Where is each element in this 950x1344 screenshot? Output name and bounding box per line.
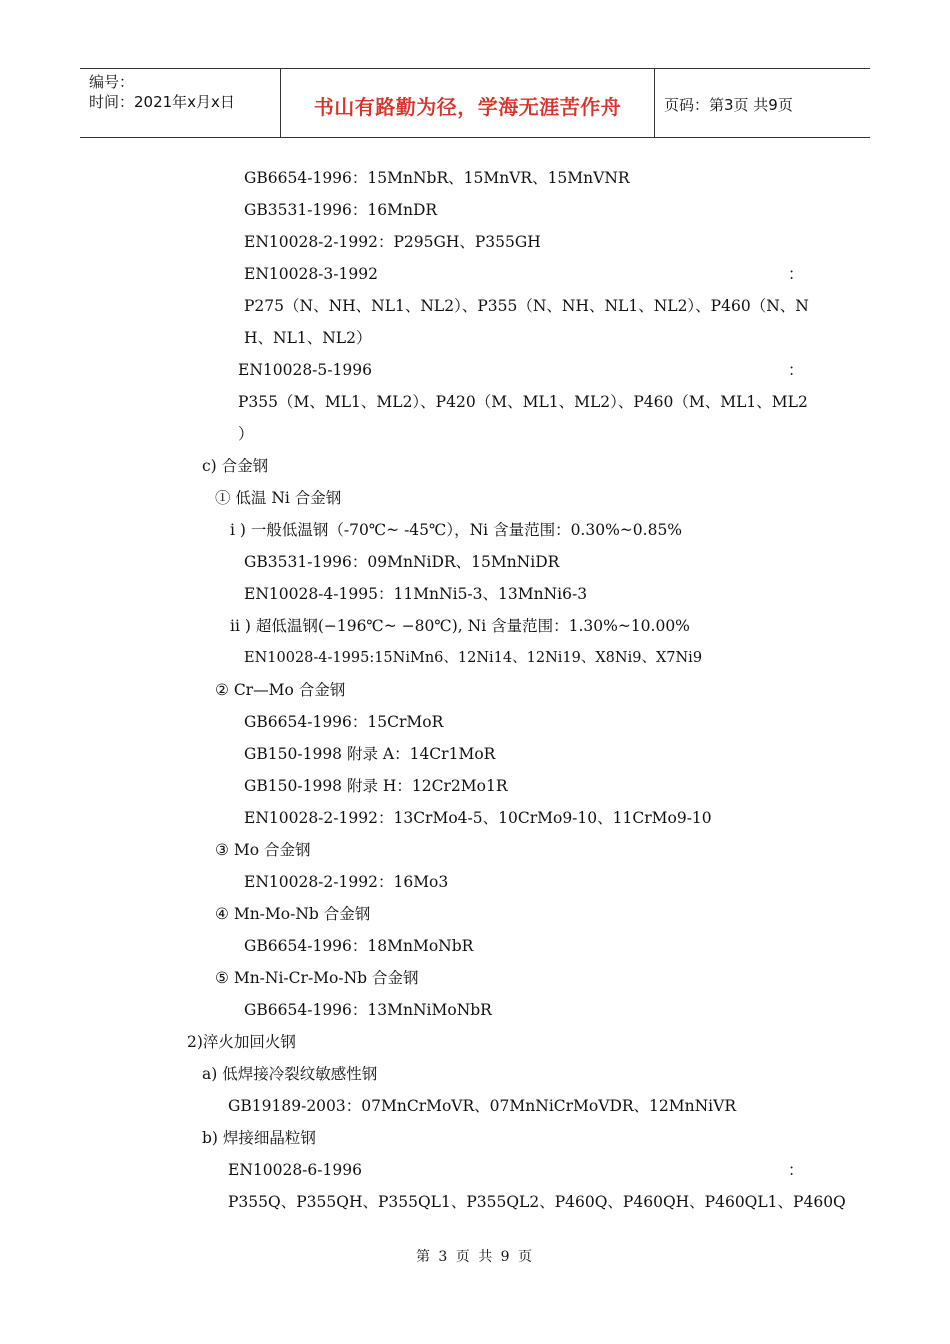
text-line: EN10028-6-1996 [228, 1161, 362, 1179]
text-colon: ： [788, 265, 804, 283]
text-line: ii ) 超低温钢(−196℃~ −80℃), Ni 含量范围：1.30%~10.00% [230, 617, 690, 635]
subsection-heading: ② Cr—Mo 合金钢 [215, 681, 346, 699]
text-line: GB19189-2003：07MnCrMoVR、07MnNiCrMoVDR、12MnNiVR [228, 1097, 736, 1115]
text-line: EN10028-5-1996 [238, 361, 372, 379]
subsection-heading: ③ Mo 合金钢 [215, 841, 311, 859]
text-colon: ： [788, 1161, 804, 1179]
page-footer: 第 3 页 共 9 页 [415, 1249, 535, 1265]
text-line: EN10028-2-1992：16Mo3 [244, 873, 449, 891]
header-meta-cell [80, 69, 281, 137]
text-line: i ) 一般低温钢（-70℃~ -45℃），Ni 含量范围：0.30%~0.85% [230, 521, 683, 539]
section-heading: a) 低焊接冷裂纹敏感性钢 [202, 1065, 378, 1083]
text-line: H、NL1、NL2） [244, 329, 372, 347]
text-line: EN10028-3-1992 [244, 265, 378, 283]
text-line: GB6654-1996：15CrMoR [244, 713, 444, 731]
text-line: ） [238, 425, 254, 443]
text-line: P275（N、NH、NL1、NL2）、P355（N、NH、NL1、NL2）、P460（N、N [244, 297, 809, 315]
text-line: GB150-1998 附录 A：14Cr1MoR [244, 745, 496, 763]
subsection-heading: ① 低温 Ni 合金钢 [215, 489, 342, 507]
text-line: EN10028-4-1995:15NiMn6、12Ni14、12Ni19、X8Ni9、X7Ni9 [244, 650, 703, 666]
header-motto: 书山有路勤为径，学海无涯苦作舟 [313, 95, 622, 119]
text-line: EN10028-4-1995：11MnNi5-3、13MnNi6-3 [244, 585, 588, 603]
text-line: EN10028-2-1992：13CrMo4-5、10CrMo9-10、11CrMo9-10 [244, 809, 712, 827]
text-line: P355Q、P355QH、P355QL1、P355QL2、P460Q、P460QH、P460QL1、P460Q [228, 1193, 846, 1211]
subsection-heading: ④ Mn-Mo-Nb 合金钢 [215, 905, 371, 923]
text-line: GB150-1998 附录 H：12Cr2Mo1R [244, 777, 508, 795]
document-date-label: 时间：2021年x月x日 [89, 93, 235, 111]
text-line: GB6654-1996：15MnNbR、15MnVR、15MnVNR [244, 169, 630, 187]
text-line: GB3531-1996：09MnNiDR、15MnNiDR [244, 553, 560, 571]
header-page-number: 页码：第3页 共9页 [664, 96, 793, 114]
document-number-label: 编号： [89, 73, 135, 91]
text-line: GB6654-1996：18MnMoNbR [244, 937, 474, 955]
header-page-cell [655, 69, 870, 137]
section-heading: 2)淬火加回火钢 [187, 1033, 296, 1051]
text-line: GB6654-1996：13MnNiMoNbR [244, 1001, 492, 1019]
section-heading: b) 焊接细晶粒钢 [202, 1129, 316, 1147]
text-line: EN10028-2-1992：P295GH、P355GH [244, 233, 541, 251]
text-colon: ： [788, 361, 804, 379]
section-heading: c) 合金钢 [202, 457, 269, 475]
text-line: GB3531-1996：16MnDR [244, 201, 438, 219]
text-line: P355（M、ML1、ML2）、P420（M、ML1、ML2）、P460（M、ML1、ML2 [238, 393, 808, 411]
header-motto-cell [281, 69, 655, 137]
page-header [80, 68, 870, 138]
subsection-heading: ⑤ Mn-Ni-Cr-Mo-Nb 合金钢 [215, 969, 419, 987]
